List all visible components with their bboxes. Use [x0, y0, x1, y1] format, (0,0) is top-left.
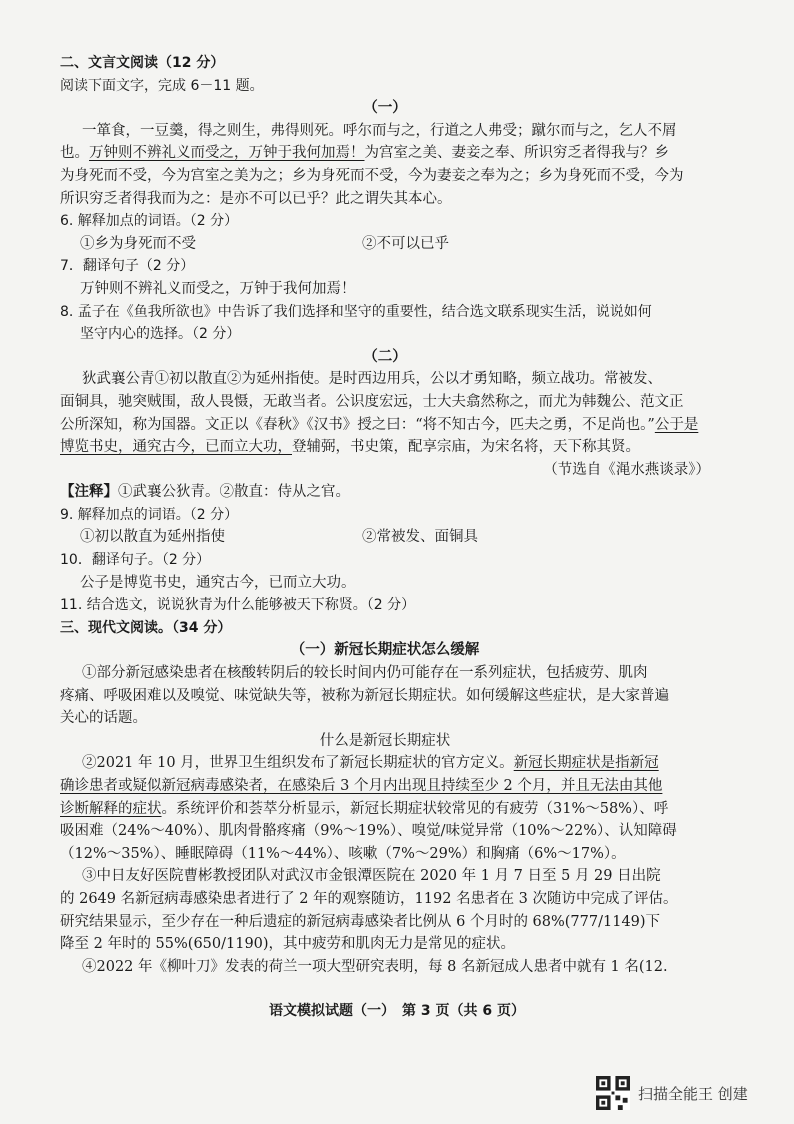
paragraph-line: ②2021 年 10 月，世界卫生组织发布了新冠长期症状的官方定义。新冠长期症状是指新冠 — [82, 755, 659, 772]
question-10: 10．翻译句子。（2 分） — [60, 552, 211, 569]
paragraph-line: 降至 2 年时的 55%(650/1190)，其中疲劳和肌肉无力是常见的症状。 — [60, 936, 516, 953]
question-9-options: ①初以散直为延州指使 ②常被发、面铜具 — [80, 529, 478, 546]
passage-line: 为身死而不受，今为宫室之美为之；乡为身死而不受，今为妻妾之奉为之；乡为身死而不受，今为 — [60, 167, 684, 184]
paragraph-line: 研究结果显示，至少存在一种后遗症的新冠病毒感染者比例从 6 个月时的 68%(777/1149)下 — [60, 913, 661, 930]
paragraph-line: （12%～35%）、睡眠障碍（11%～44%）、咳嗽（7%～29%）和胸痛（6%～17%）。 — [60, 845, 626, 862]
paragraph-line: 确诊患者或疑似新冠病毒感染者，在感染后 3 个月内出现且持续至少 2 个月，并且无法由其他 — [60, 778, 663, 794]
passage-line: 也。万钟则不辨礼义而受之，万钟于我何加焉！为宫室之美、妻妾之奉、所识穷乏者得我与？乡 — [60, 145, 669, 162]
question-11: 11. 结合选文，说说狄青为什么能够被天下称贤。（2 分） — [60, 597, 416, 614]
paragraph-line: ④2022 年《柳叶刀》发表的荷兰一项大型研究表明，每 8 名新冠成人患者中就有 1 名(12. — [82, 958, 668, 975]
passage-line: 一箪食，一豆羹，得之则生，弗得则死。呼尔而与之，行道之人弗受；蹴尔而与之，乞人不屑 — [82, 122, 677, 139]
passage-number: （一） — [363, 100, 407, 117]
question-8: 8. 孟子在《鱼我所欲也》中告诉了我们选择和坚守的重要性，结合选文联系现实生活，说说如何 — [60, 303, 652, 320]
underlined-sentence: 公于是 — [654, 416, 699, 433]
section-title: 二、文言文阅读（12 分） — [60, 55, 225, 71]
page-footer: 语文模拟试题（一） 第 3 页（共 6 页） — [269, 1003, 525, 1019]
section-heading: 什么是新冠长期症状 — [319, 732, 451, 749]
question-9: 9. 解释加点的词语。（2 分） — [60, 506, 239, 523]
exam-page — [60, 52, 710, 978]
passage-line: 面铜具，驰突贼围，敌人畏慑，无敢当者。公识度宏远，士大夫翕然称之，而尤为韩魏公、范文正 — [60, 393, 684, 410]
question-10-sentence: 公子是博览书史，通究古今，已而立大功。 — [80, 574, 356, 591]
section-title: 三、现代文阅读。（34 分） — [60, 619, 232, 636]
notes: 【注释】①武襄公狄青。②散直：侍从之官。 — [60, 484, 350, 501]
passage-line: 公所深知，称为国器。文正以《春秋》《汉书》授之曰：“将不知古今，匹夫之勇，不足尚也。”公于是 — [60, 416, 699, 433]
scanner-stamp-text: 扫描全能王 创建 — [638, 1084, 748, 1103]
article-title: （一）新冠长期症状怎么缓解 — [290, 642, 480, 659]
question-8-cont: 坚守内心的选择。（2 分） — [80, 326, 241, 343]
underlined-sentence: 万钟则不辨礼义而受之，万钟于我何加焉！ — [89, 145, 365, 162]
scanner-stamp — [596, 1076, 748, 1110]
underlined-sentence: 新冠长期症状是指新冠 — [513, 755, 659, 772]
paragraph-line: ③中日友好医院曹彬教授团队对武汉市金银潭医院在 2020 年 1 月 7 日至 5 月 29 日出院 — [82, 868, 661, 885]
question-6: 6. 解释加点的词语。（2 分） — [60, 213, 239, 230]
passage-line: 狄武襄公青①初以散直②为延州指使。是时西边用兵，公以才勇知略，频立战功。常被发、 — [82, 371, 662, 388]
paragraph-line: 关心的话题。 — [60, 710, 147, 727]
paragraph-line: 诊断解释的症状。系统评价和荟萃分析显示，新冠长期症状较常见的有疲劳（31%～58%）、呼 — [60, 800, 669, 817]
passage-line: 所识穷乏者得我而为之：是亦不可以已乎？此之谓失其本心。 — [60, 190, 452, 207]
question-7-sentence: 万钟则不辨礼义而受之，万钟于我何加焉！ — [80, 280, 356, 297]
question-7: 7．翻译句子（2 分） — [60, 258, 195, 275]
underlined-sentence: 诊断解释的症状 — [60, 800, 162, 817]
passage-line: 博览书史，通究古今，已而立大功，登辅弼，书史策，配享宗庙，为宋名将，天下称其贤。 — [60, 439, 640, 456]
paragraph-line: 吸困难（24%～40%）、肌肉骨骼疼痛（9%～19%）、嗅觉/味觉异常（10%～22%）、认知障碍 — [60, 823, 677, 840]
paragraph-line: ①部分新冠感染患者在核酸转阴后的较长时间内仍可能存在一系列症状，包括疲劳、肌肉 — [82, 665, 648, 682]
paragraph-line: 的 2649 名新冠病毒感染患者进行了 2 年的观察随访，1192 名患者在 3 次随访中完成了评估。 — [60, 890, 678, 907]
qr-code-icon — [596, 1076, 630, 1110]
paragraph-line: 疼痛、呼吸困难以及嗅觉、味觉缺失等，被称为新冠长期症状。如何缓解这些症状，是大家普遍 — [60, 687, 669, 704]
question-6-options: ①乡为身死而不受 ②不可以已乎 — [80, 235, 449, 252]
passage-number: （二） — [363, 348, 407, 365]
passage-source: （节选自《渑水燕谈录》） — [543, 461, 710, 478]
underlined-sentence: 博览书史，通究古今，已而立大功， — [60, 439, 292, 456]
section-instruction: 阅读下面文字，完成 6－11 题。 — [60, 77, 264, 94]
